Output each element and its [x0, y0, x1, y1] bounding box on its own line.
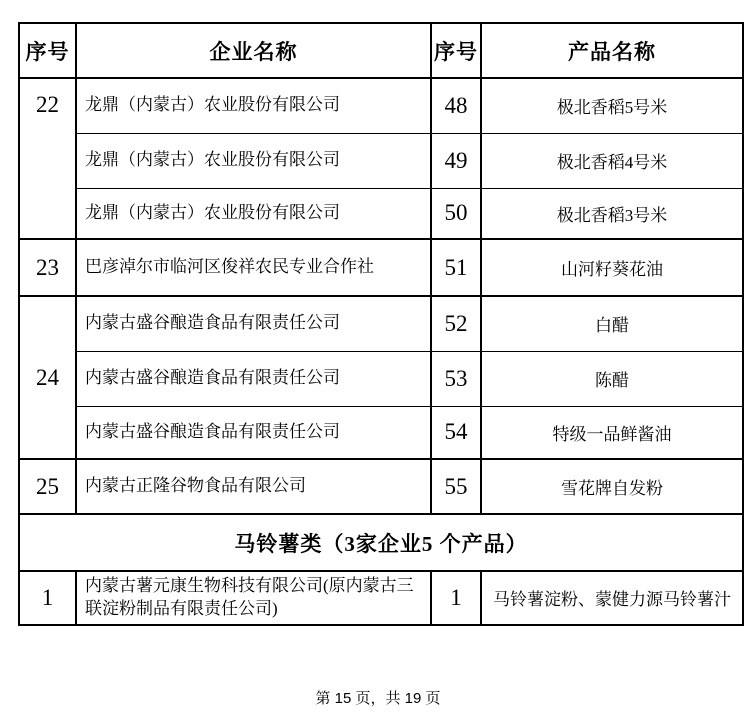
company-cell: 内蒙古盛谷酿造食品有限责任公司 [76, 296, 431, 351]
section-header-potato: 马铃薯类（3家企业5 个产品） [19, 514, 743, 571]
page-indicator: 第 15 页，共 19 页 [315, 690, 441, 707]
table-row [19, 571, 743, 625]
product-serial-52: 52 [431, 296, 481, 351]
company-cell: 龙鼎（内蒙古）农业股份有限公司 [76, 133, 431, 188]
group-serial-potato-1: 1 [19, 571, 76, 625]
group-serial-22: 22 [19, 78, 76, 239]
table-header-row [19, 23, 743, 78]
product-serial-51: 51 [431, 239, 481, 296]
section-header-row [19, 514, 743, 571]
product-cell: 极北香稻3号米 [481, 188, 743, 239]
enterprise-product-table [18, 22, 744, 626]
company-cell: 内蒙古正隆谷物食品有限公司 [76, 459, 431, 514]
product-serial-50: 50 [431, 188, 481, 239]
company-cell: 内蒙古盛谷酿造食品有限责任公司 [76, 351, 431, 406]
header-company: 企业名称 [76, 23, 431, 78]
product-cell: 马铃薯淀粉、蒙健力源马铃薯汁 [481, 571, 743, 625]
table-row [19, 296, 743, 351]
product-cell: 极北香稻5号米 [481, 78, 743, 133]
table-row [19, 188, 743, 239]
company-cell: 内蒙古盛谷酿造食品有限责任公司 [76, 406, 431, 459]
header-serial-left: 序号 [19, 23, 76, 78]
header-serial-right: 序号 [431, 23, 481, 78]
product-serial-53: 53 [431, 351, 481, 406]
table-row [19, 351, 743, 406]
table-row [19, 459, 743, 514]
company-cell: 巴彦淖尔市临河区俊祥农民专业合作社 [76, 239, 431, 296]
page-footer [0, 687, 756, 708]
table-row [19, 406, 743, 459]
product-cell: 山河籽葵花油 [481, 239, 743, 296]
table-row [19, 239, 743, 296]
product-cell: 白醋 [481, 296, 743, 351]
header-product: 产品名称 [481, 23, 743, 78]
company-cell: 龙鼎（内蒙古）农业股份有限公司 [76, 78, 431, 133]
group-serial-23: 23 [19, 239, 76, 296]
group-serial-24: 24 [19, 296, 76, 459]
product-serial-49: 49 [431, 133, 481, 188]
table-row [19, 78, 743, 133]
product-cell: 极北香稻4号米 [481, 133, 743, 188]
product-serial-potato-1: 1 [431, 571, 481, 625]
product-cell: 特级一品鲜酱油 [481, 406, 743, 459]
company-cell: 内蒙古薯元康生物科技有限公司(原内蒙古三联淀粉制品有限责任公司) [76, 571, 431, 625]
product-cell: 陈醋 [481, 351, 743, 406]
product-serial-55: 55 [431, 459, 481, 514]
group-serial-25: 25 [19, 459, 76, 514]
product-serial-48: 48 [431, 78, 481, 133]
table-row [19, 133, 743, 188]
product-cell: 雪花牌自发粉 [481, 459, 743, 514]
product-serial-54: 54 [431, 406, 481, 459]
company-cell: 龙鼎（内蒙古）农业股份有限公司 [76, 188, 431, 239]
